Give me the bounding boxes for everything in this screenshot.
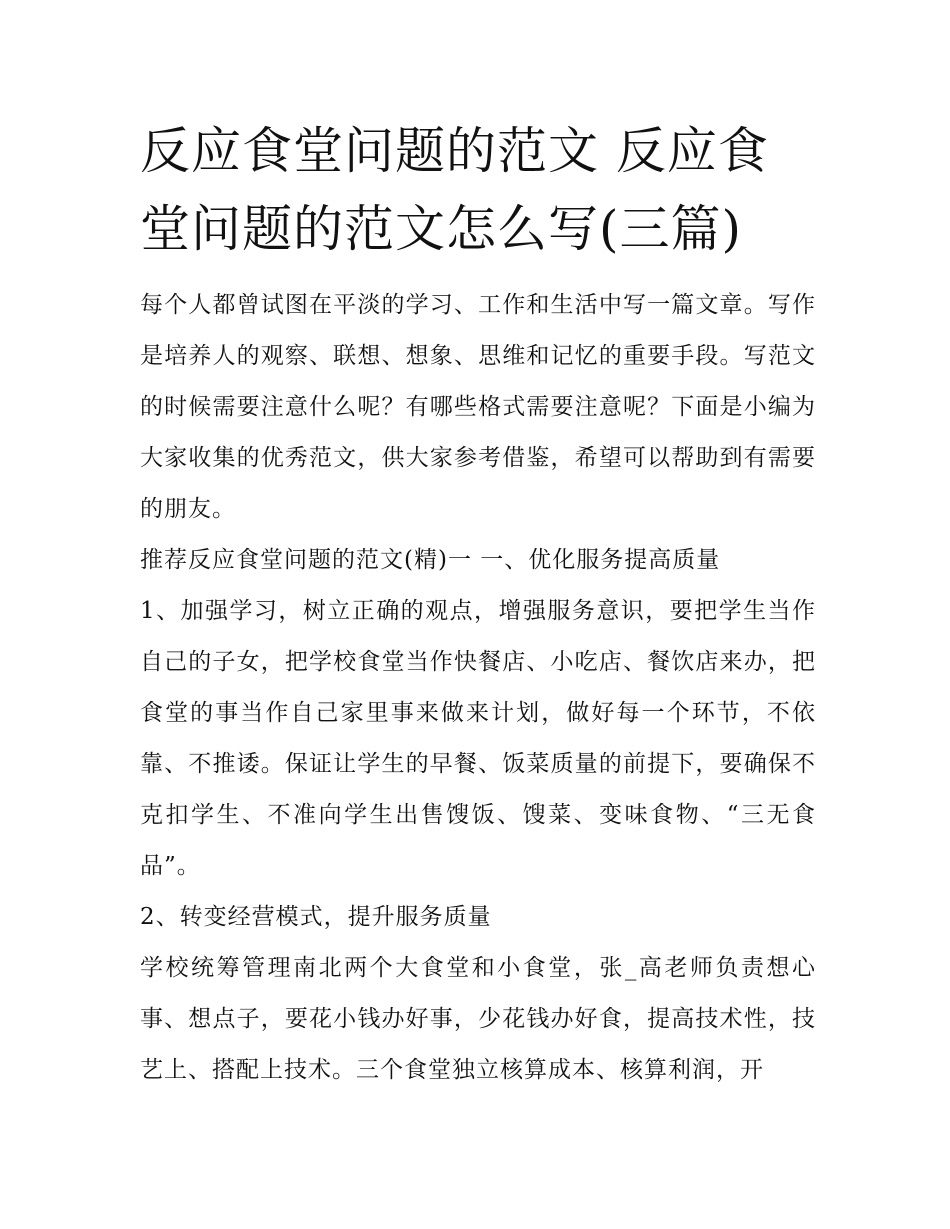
document-body xyxy=(140,280,816,1096)
point-2-heading: 2、转变经营模式，提升服务质量 xyxy=(140,904,492,930)
intro-paragraph: 每个人都曾试图在平淡的学习、工作和生活中写一篇文章。写作是培养人的观察、联想、想象、思维和记忆的重要手段。写范文的时候需要注意什么呢？有哪些格式需要注意呢？下面是小编为大家收集的优秀范文，供大家参考借鉴，希望可以帮助到有需要的朋友。 xyxy=(140,292,816,522)
document-title: 反应食堂问题的范文 反应食堂问题的范文怎么写(三篇) xyxy=(140,122,769,258)
point-1-paragraph: 1、加强学习，树立正确的观点，增强服务意识，要把学生当作自己的子女，把学校食堂当作快餐店、小吃店、餐饮店来办，把食堂的事当作自己家里事来做来计划，做好每一个环节，不依靠、不推诿。保证让学生的早餐、饭菜质量的前提下，要确保不克扣学生、不准向学生出售馊饭、馊菜、变味食物、“三无食品”。 xyxy=(140,598,816,879)
point-2-paragraph: 学校统筹管理南北两个大食堂和小食堂，张_高老师负责想心事、想点子，要花小钱办好事，少花钱办好食，提高技术性，技艺上、搭配上技术。三个食堂独立核算成本、核算利润，开 xyxy=(140,955,816,1083)
document-page xyxy=(140,112,816,1096)
section-heading: 推荐反应食堂问题的范文(精)一 一、优化服务提高质量 xyxy=(140,547,721,573)
